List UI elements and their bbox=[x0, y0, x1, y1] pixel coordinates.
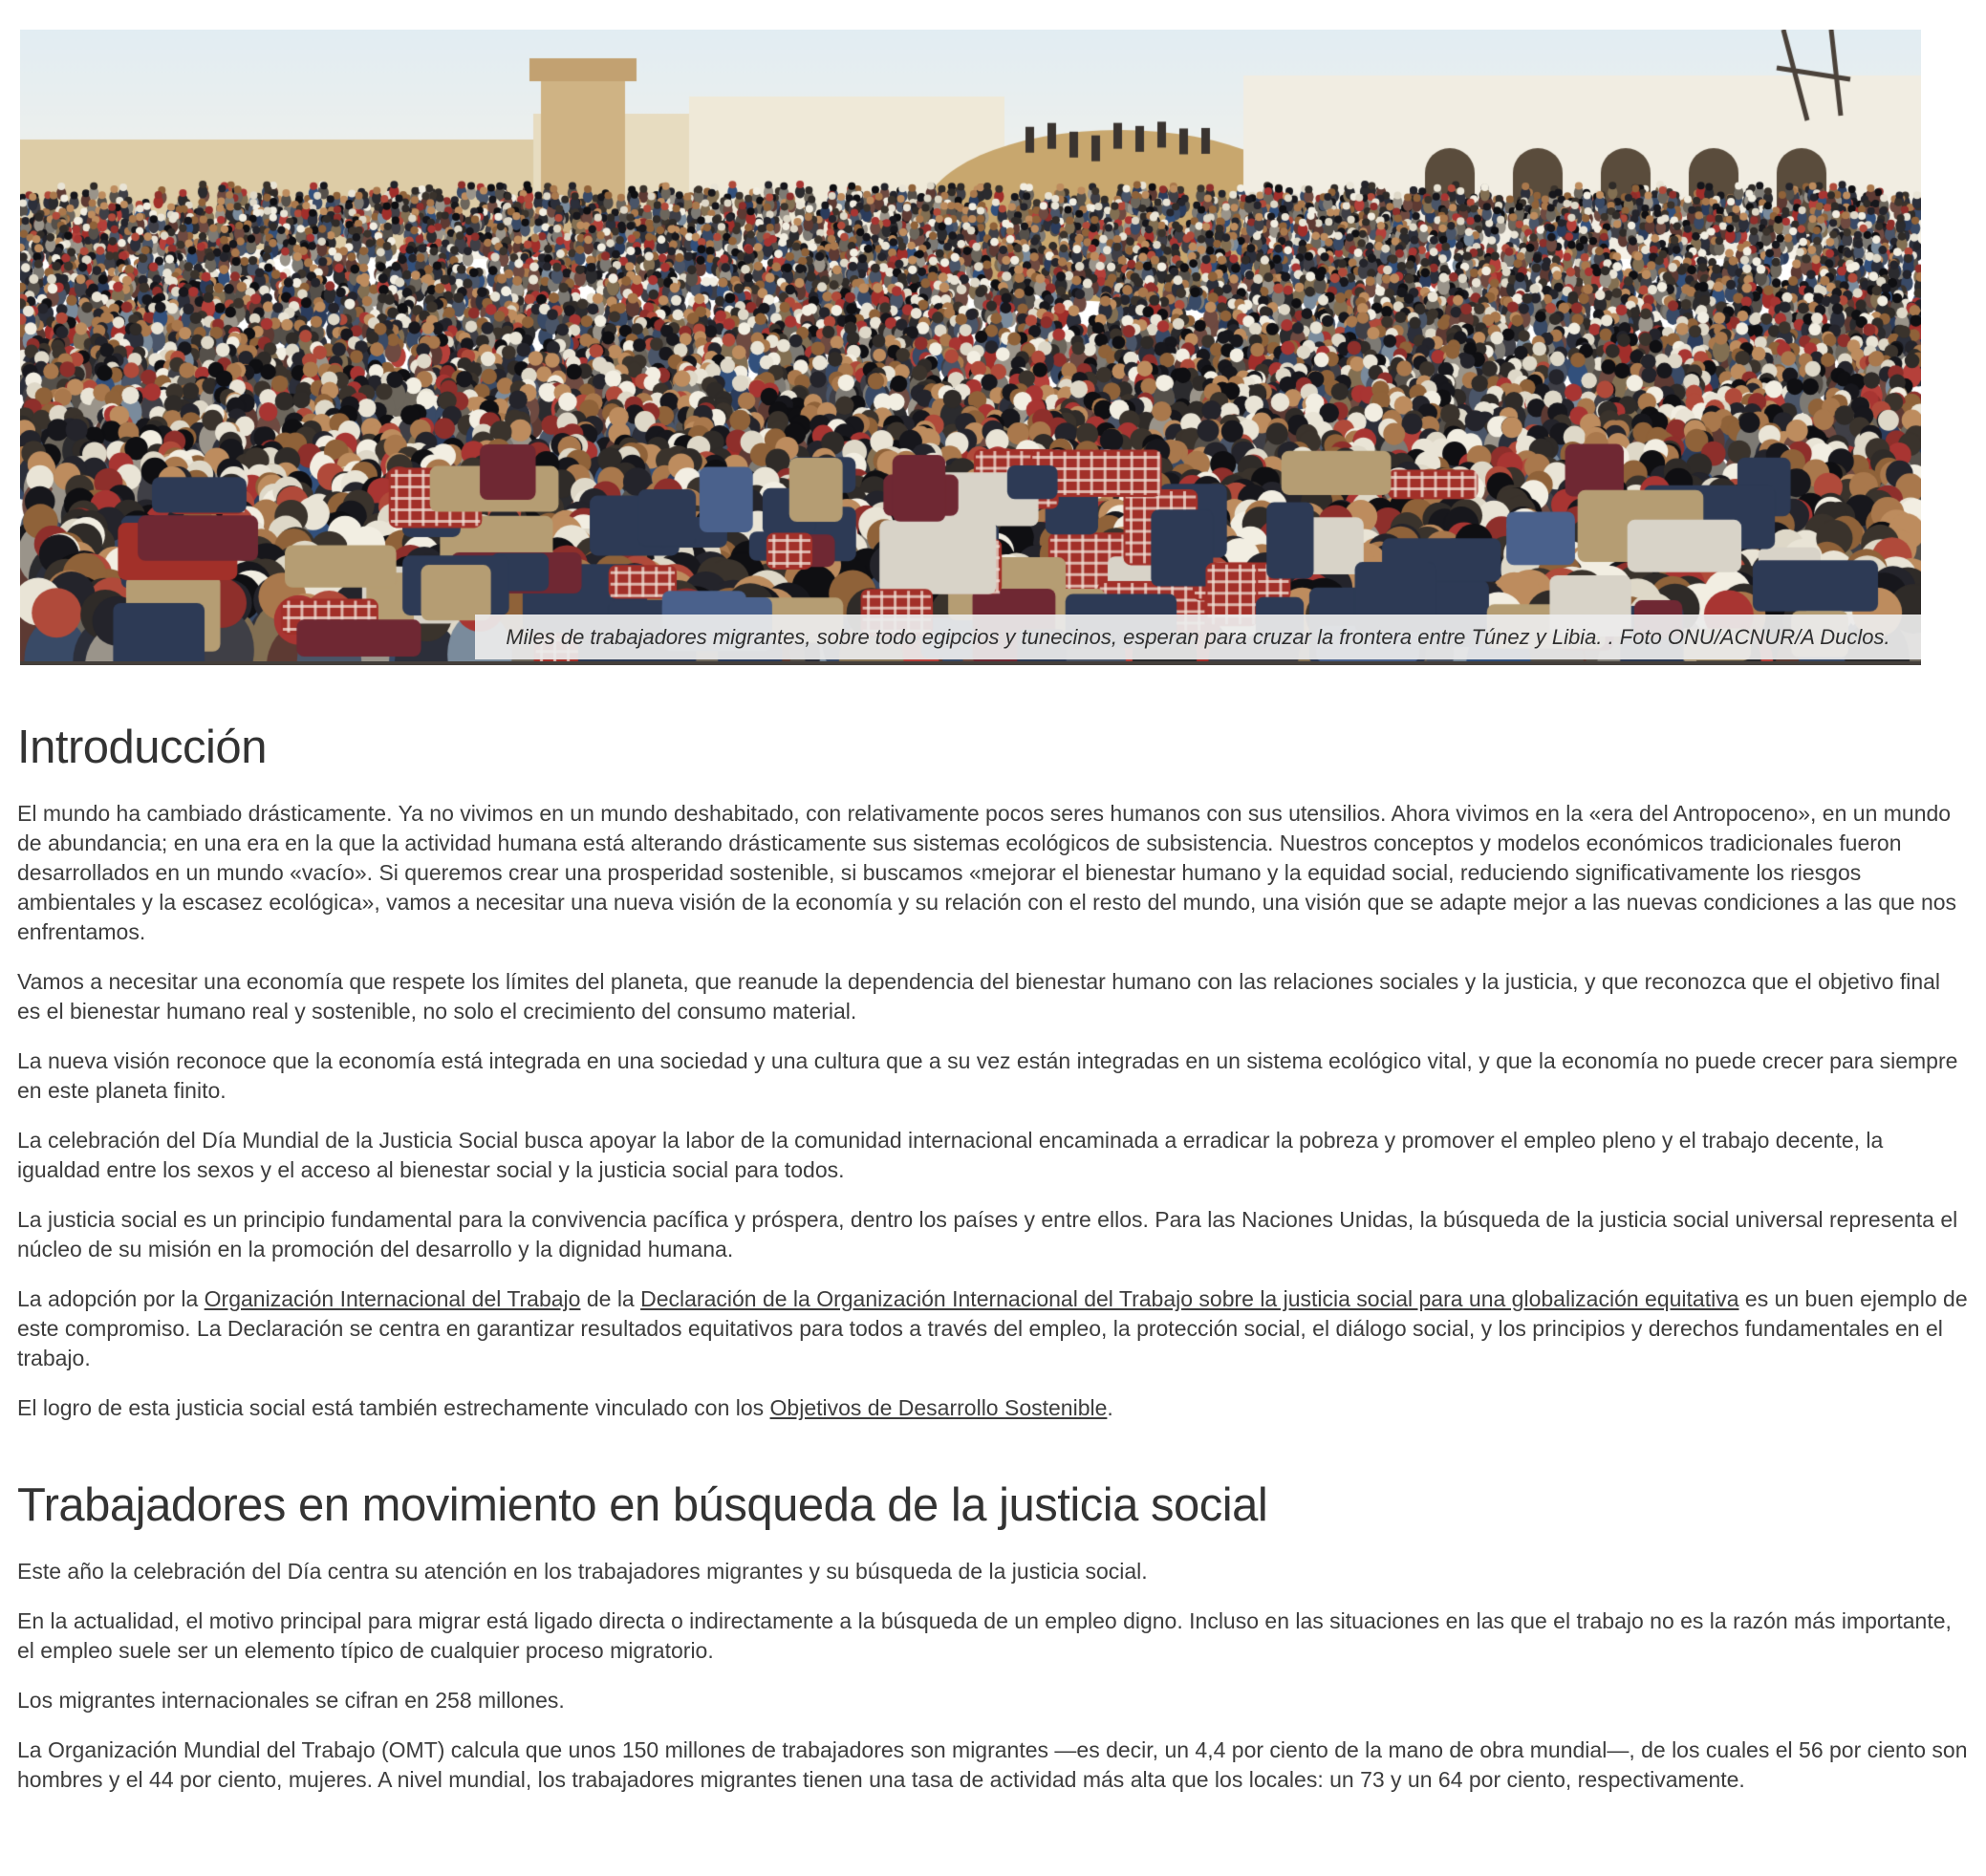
text-run: La adopción por la bbox=[17, 1286, 205, 1311]
text-run: Vamos a necesitar una economía que respete los límites del planeta, que reanude la dependencia del bienestar humano con las relaciones sociales y la justicia, y que reconozca que el objetivo final es el bienestar humano real y sostenible, no solo el crecimiento del consumo material. bbox=[17, 969, 1941, 1024]
text-run: Este año la celebración del Día centra su atención en los trabajadores migrantes y su búsqueda de la justicia social. bbox=[17, 1559, 1148, 1584]
text-run: La celebración del Día Mundial de la Justicia Social busca apoyar la labor de la comunidad internacional encaminada a erradicar la pobreza y promover el empleo pleno y el trabajo decente, la igualdad entre los sexos y el acceso al bienestar social y la justicia social para todos. bbox=[17, 1128, 1884, 1182]
ods-link[interactable]: Objetivos de Desarrollo Sostenible bbox=[769, 1395, 1108, 1420]
article-body bbox=[0, 721, 1986, 1795]
paragraph bbox=[17, 967, 1969, 1026]
section-heading-introduccion: Introducción bbox=[17, 722, 267, 773]
text-run: es un buen ejemplo de este compromiso. La Declaración se centra en garantizar resultados equitativos para todos a través del empleo, la protección social, el diálogo social, y los principios y derechos fundamentales en el trabajo. bbox=[17, 1286, 1968, 1370]
paragraph bbox=[17, 799, 1969, 947]
paragraph bbox=[17, 1046, 1969, 1106]
text-run: En la actualidad, el motivo principal para migrar está ligado directa o indirectamente a la búsqueda de un empleo digno. Incluso en las situaciones en las que el trabajo no es la razón más importante, el empleo suele ser un elemento típico de cualquier proceso migratorio. bbox=[17, 1608, 1952, 1663]
photo-caption-text: Miles de trabajadores migrantes, sobre todo egipcios y tunecinos, esperan para cruzar la frontera entre Túnez y Libia. . Foto ONU/ACNUR/A Duclos. bbox=[506, 624, 1890, 649]
paragraph bbox=[17, 1686, 1969, 1715]
text-run: . bbox=[1107, 1395, 1113, 1420]
text-run: El logro de esta justicia social está también estrechamente vinculado con los bbox=[17, 1395, 770, 1420]
paragraph bbox=[17, 1205, 1969, 1264]
paragraph bbox=[17, 1606, 1969, 1666]
text-run: La nueva visión reconoce que la economía está integrada en una sociedad y una cultura que a su vez están integradas en un sistema ecológico vital, y que la economía no puede crecer para siempre en este planeta finito. bbox=[17, 1048, 1958, 1103]
text-run: La Organización Mundial del Trabajo (OMT) calcula que unos 150 millones de trabajadores son migrantes —es decir, un 4,4 por ciento de la mano de obra mundial—, de los cuales el 56 por ciento son hombres y el 44 por ciento, mujeres. A nivel mundial, los trabajadores migrantes tienen una tasa de actividad más alta que los locales: un 73 y un 64 por ciento, respectivamente. bbox=[17, 1737, 1968, 1792]
text-run: El mundo ha cambiado drásticamente. Ya no vivimos en un mundo deshabitado, con relativamente pocos seres humanos con sus utensilios. Ahora vivimos en la «era del Antropoceno», en un mundo de abundancia; en una era en la que la actividad humana está alterando drásticamente sus sistemas ecológicos de subsistencia. Nuestros conceptos y modelos económicos tradicionales fueron desarrollados en un mundo «vacío». Si queremos crear una prosperidad sostenible, si buscamos «mejorar el bienestar humano y la equidad social, reduciendo significativamente los riesgos ambientales y la escasez ecológica», vamos a necesitar una nueva visión de la economía y su relación con el resto del mundo, una visión que se adapte mejor a las nuevas condiciones a las que nos enfrentamos. bbox=[17, 801, 1957, 944]
paragraph bbox=[17, 1284, 1969, 1373]
paragraph bbox=[17, 1557, 1969, 1586]
paragraph bbox=[17, 1393, 1969, 1423]
text-run: de la bbox=[580, 1286, 641, 1311]
photo-caption bbox=[475, 615, 1921, 659]
article-photo bbox=[20, 30, 1921, 665]
paragraph bbox=[17, 1736, 1969, 1795]
section-heading-trabajadores-en-movimiento: Trabajadores en movimiento en búsqueda de la justicia social bbox=[17, 1479, 1268, 1531]
paragraph bbox=[17, 1126, 1969, 1185]
text-run: La justicia social es un principio fundamental para la convivencia pacífica y próspera, dentro los países y entre ellos. Para las Naciones Unidas, la búsqueda de la justicia social universal representa el núcleo de su misión en la promoción del desarrollo y la dignidad humana. bbox=[17, 1207, 1958, 1261]
crowd-photo-illustration bbox=[20, 30, 1921, 661]
declaracion-oit-link[interactable]: Declaración de la Organización Internacional del Trabajo sobre la justicia social para una globalización equitativa bbox=[640, 1286, 1739, 1311]
oit-link[interactable]: Organización Internacional del Trabajo bbox=[204, 1286, 581, 1311]
text-run: Los migrantes internacionales se cifran en 258 millones. bbox=[17, 1688, 565, 1713]
